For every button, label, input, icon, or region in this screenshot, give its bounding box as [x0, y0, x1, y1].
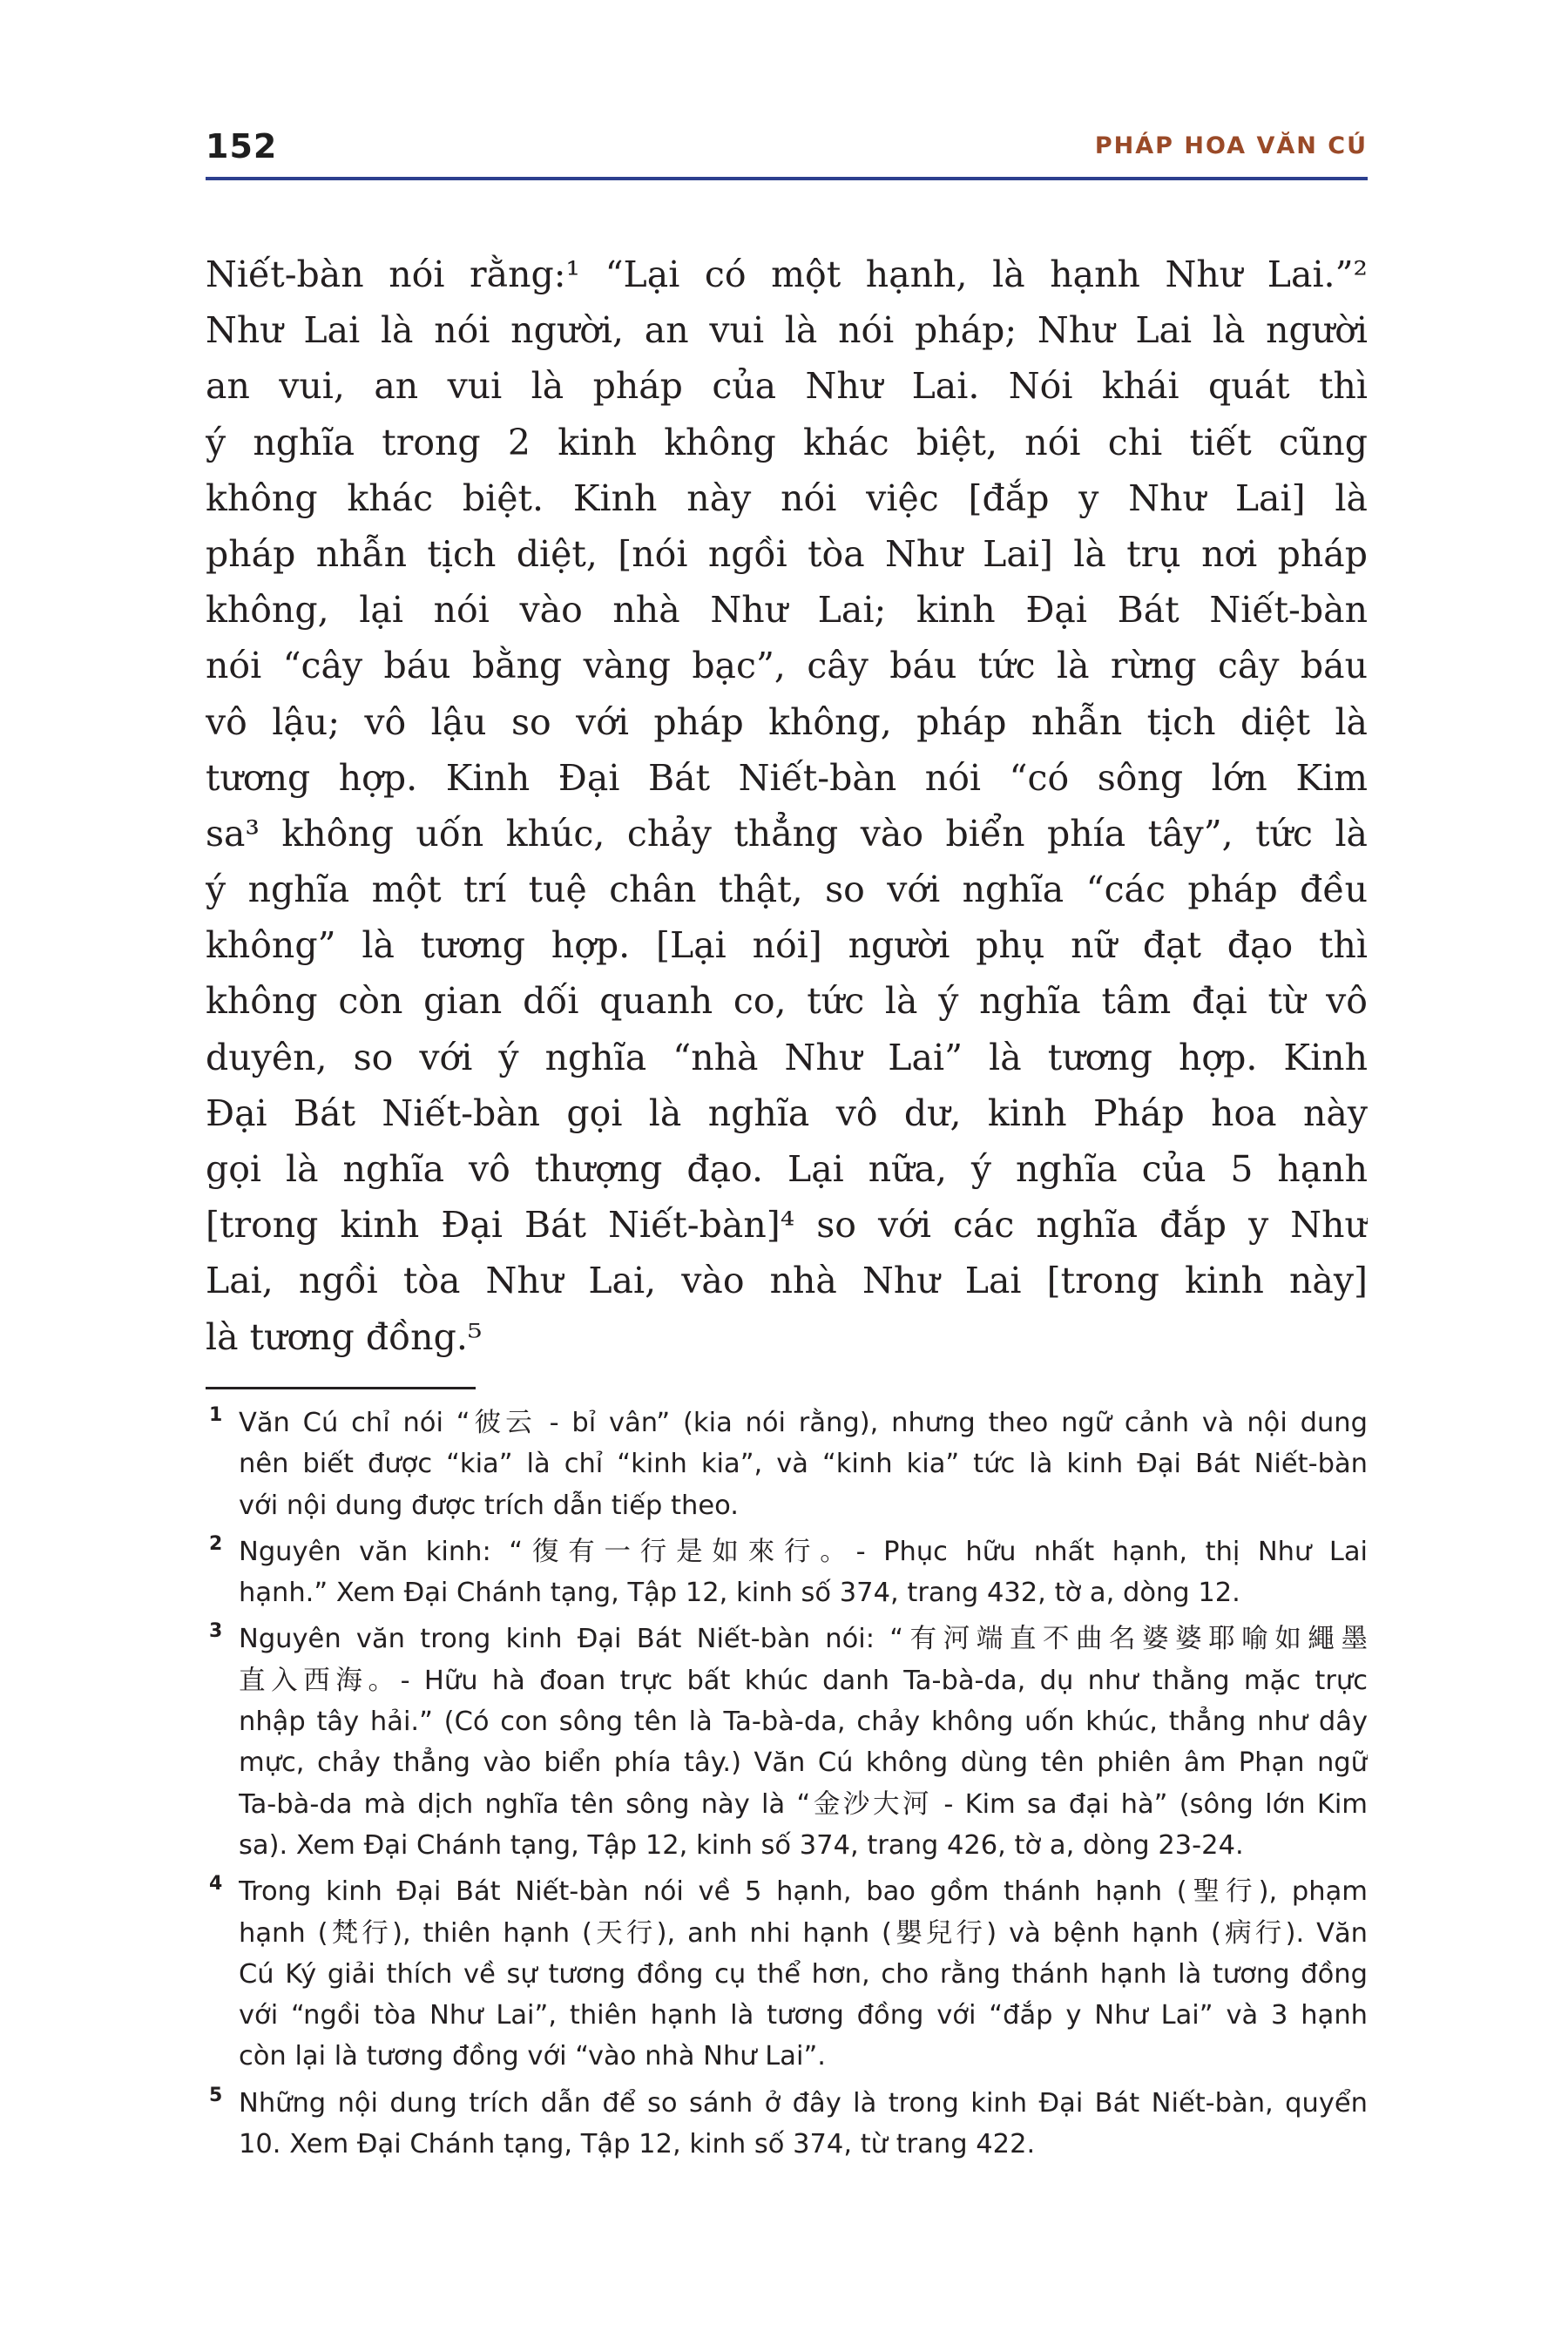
footnote-separator	[206, 1387, 476, 1389]
body-line: pháp nhẫn tịch diệt, [nói ngồi tòa Như Lai] là trụ nơi pháp	[206, 532, 1368, 575]
footnote-line: nhập tây hải.” (Có con sông tên là Ta-bà-da, chảy không uốn khúc, thẳng như dây	[239, 1707, 1368, 1738]
body-line: không, lại nói vào nhà Như Lai; kinh Đại Bát Niết-bàn	[206, 589, 1368, 632]
footnote-line: 10. Xem Đại Chánh tạng, Tập 12, kinh số 374, từ trang 422.	[239, 2129, 1036, 2160]
footnote-3	[206, 1619, 1368, 1866]
body-line: gọi là nghĩa vô thượng đạo. Lại nữa, ý nghĩa của 5 hạnh	[206, 1148, 1368, 1190]
footnote-2	[206, 1531, 1368, 1614]
body-line: ý nghĩa trong 2 kinh không khác biệt, nói chi tiết cũng	[206, 421, 1368, 463]
body-line: vô lậu; vô lậu so với pháp không, pháp nhẫn tịch diệt là	[206, 700, 1368, 743]
footnote-line: Nguyên văn trong kinh Đại Bát Niết-bàn nói: “有河端直不曲名婆婆耶喻如繩墨	[239, 1624, 1368, 1655]
footnote-4	[206, 1871, 1368, 2077]
footnote-line: Ta-bà-da mà dịch nghĩa tên sông này là “金沙大河 - Kim sa đại hà” (sông lớn Kim	[239, 1788, 1368, 1820]
footnote-marker: 2	[209, 1532, 223, 1555]
page-number: 152	[206, 127, 278, 166]
footnote-line: mực, chảy thẳng vào biển phía tây.) Văn Cú không dùng tên phiên âm Phạn ngữ	[239, 1747, 1368, 1779]
body-line: là tương đồng.⁵	[206, 1315, 483, 1358]
footnote-line: còn lại là tương đồng với “vào nhà Như Lai”.	[239, 2041, 826, 2072]
footnote-line: hạnh.” Xem Đại Chánh tạng, Tập 12, kinh số 374, trang 432, tờ a, dòng 12.	[239, 1578, 1240, 1609]
body-line: Lai, ngồi tòa Như Lai, vào nhà Như Lai [trong kinh này]	[206, 1260, 1368, 1302]
footnote-line: với nội dung được trích dẫn tiếp theo.	[239, 1490, 739, 1521]
header-rule	[206, 177, 1368, 180]
footnote-marker: 3	[209, 1620, 223, 1643]
footnote-line: Văn Cú chỉ nói “彼云 - bỉ vân” (kia nói rằng), nhưng theo ngữ cảnh và nội dung	[239, 1408, 1368, 1438]
body-line: tương hợp. Kinh Đại Bát Niết-bàn nói “có sông lớn Kim	[206, 756, 1368, 799]
footnote-line: hạnh (梵行), thiên hạnh (天行), anh nhi hạnh (嬰兒行) và bệnh hạnh (病行). Văn	[239, 1917, 1368, 1949]
body-line: Như Lai là nói người, an vui là nói pháp; Như Lai là người	[206, 309, 1368, 352]
footnote-line: nên biết được “kia” là chỉ “kinh kia”, và “kinh kia” tức là kinh Đại Bát Niết-bàn	[239, 1449, 1368, 1480]
body-line: ý nghĩa một trí tuệ chân thật, so với nghĩa “các pháp đều	[206, 868, 1368, 911]
footnote-line: với “ngồi tòa Như Lai”, thiên hạnh là tương đồng với “đắp y Như Lai” và 3 hạnh	[239, 2000, 1368, 2031]
footnote-line: Những nội dung trích dẫn để so sánh ở đây là trong kinh Đại Bát Niết-bàn, quyển	[239, 2087, 1368, 2119]
body-line: sa³ không uốn khúc, chảy thẳng vào biển phía tây”, tức là	[206, 812, 1368, 855]
footnote-marker: 4	[209, 1873, 223, 1896]
footnote-line: 直入西海。- Hữu hà đoan trực bất khúc danh Ta-bà-da, dụ như thằng mặc trực	[239, 1665, 1368, 1696]
body-line: [trong kinh Đại Bát Niết-bàn]⁴ so với các nghĩa đắp y Như	[206, 1204, 1368, 1247]
footnote-line: Nguyên văn kinh: “復有一行是如來行。- Phục hữu nhất hạnh, thị Như Lai	[239, 1536, 1368, 1567]
body-line: không khác biệt. Kinh này nói việc [đắp y Như Lai] là	[206, 476, 1368, 519]
body-text	[206, 247, 1368, 1365]
footnote-line: Trong kinh Đại Bát Niết-bàn nói về 5 hạnh, bao gồm thánh hạnh (聖行), phạm	[239, 1876, 1368, 1908]
body-line: không” là tương hợp. [Lại nói] người phụ nữ đạt đạo thì	[206, 924, 1368, 967]
body-line: không còn gian dối quanh co, tức là ý nghĩa tâm đại từ vô	[206, 980, 1368, 1023]
running-title: PHÁP HOA VĂN CÚ	[1094, 132, 1368, 159]
body-line: an vui, an vui là pháp của Như Lai. Nói khái quát thì	[206, 365, 1368, 408]
page-header	[206, 122, 1368, 176]
body-line: nói “cây báu bằng vàng bạc”, cây báu tức là rừng cây báu	[206, 645, 1368, 687]
body-line: Đại Bát Niết-bàn gọi là nghĩa vô dư, kinh Pháp hoa này	[206, 1092, 1368, 1134]
body-line: Niết-bàn nói rằng:¹ “Lại có một hạnh, là hạnh Như Lai.”²	[206, 253, 1368, 295]
footnotes	[206, 1402, 1368, 2170]
footnote-5	[206, 2083, 1368, 2166]
footnote-marker: 1	[209, 1404, 223, 1426]
footnote-marker: 5	[209, 2084, 223, 2106]
body-line: duyên, so với ý nghĩa “nhà Như Lai” là tương hợp. Kinh	[206, 1036, 1368, 1078]
footnote-line: sa). Xem Đại Chánh tạng, Tập 12, kinh số 374, trang 426, tờ a, dòng 23-24.	[239, 1829, 1244, 1861]
footnote-line: Cú Ký giải thích về sự tương đồng cụ thể hơn, cho rằng thánh hạnh là tương đồng	[239, 1958, 1368, 1990]
footnote-1	[206, 1402, 1368, 1526]
